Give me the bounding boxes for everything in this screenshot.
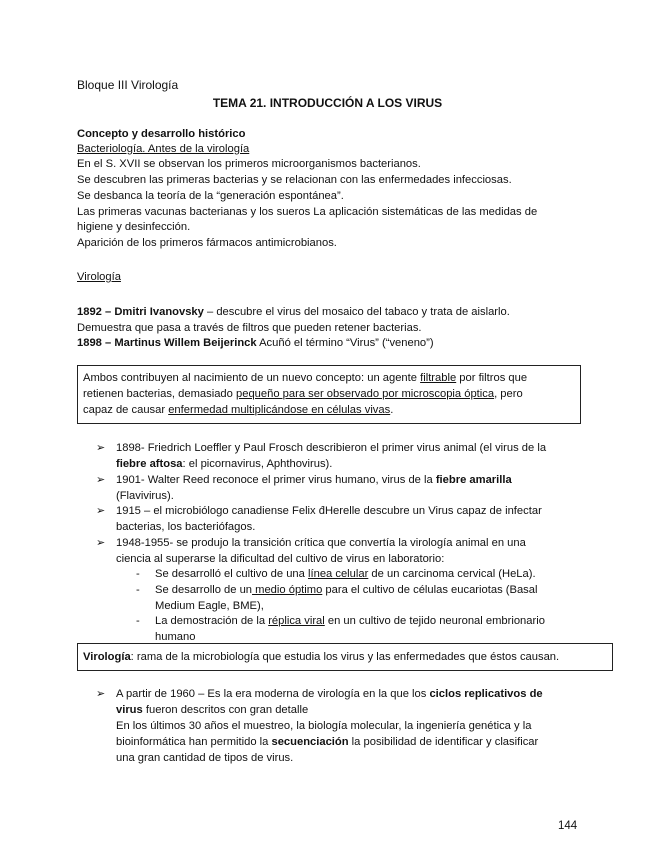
concept-line-3	[83, 402, 393, 418]
bold-term: fiebre aftosa	[116, 458, 183, 470]
bullet-text: Se desarrolló el cultivo de una	[155, 568, 308, 580]
section-subheading-bacteriologia: Bacteriología. Antes de la virología	[77, 143, 250, 155]
concept-text: Ambos contribuyen al nacimiento de un nuevo concepto: un agente	[83, 372, 421, 384]
bold-term: fiebre amarilla	[435, 474, 512, 486]
underlined-term: medio óptimo	[252, 584, 323, 596]
arrow-bullet-icon: ➢	[96, 537, 106, 549]
bullet-text: A partir de 1960 – Es la era moderna de virología en la que los	[116, 688, 430, 700]
bold-term: virus	[116, 704, 143, 716]
final-line-4	[116, 734, 538, 750]
history-text: – descubre el virus del mosaico del tabaco y trata de aislarlo.	[203, 306, 510, 318]
bold-term: ciclos replicativos de	[429, 688, 543, 700]
block-label: Bloque III Virología	[77, 78, 179, 92]
text-line: Se descubren las primeras bacterias y se relacionan con las enfermedades infecciosas.	[77, 174, 512, 186]
concept-line-1	[83, 370, 527, 386]
concept-text: .	[390, 404, 394, 416]
bullet-1915-line2: bacterias, los bacteriófagos.	[116, 521, 256, 533]
concept-text: retienen bacterias, demasiado	[83, 388, 236, 400]
underlined-term: réplica viral	[268, 615, 325, 627]
text-line: Las primeras vacunas bacterianas y los sueros La aplicación sistemáticas de las medidas de	[77, 206, 538, 218]
text-line: Aparición de los primeros fármacos antimicrobianos.	[77, 237, 337, 249]
bullet-1901-line1	[116, 472, 512, 488]
bullet-1948-line2: ciencia al superarse la dificultad del cultivo de virus en laboratorio:	[116, 553, 445, 565]
sub-bullet-replica-line2: humano	[155, 631, 196, 643]
arrow-bullet-icon: ➢	[96, 442, 106, 454]
dash-bullet-icon: -	[136, 615, 140, 627]
scientist-ivanovsky: – Dmitri Ivanovsky	[105, 306, 204, 318]
bullet-text: : el picornavirus, Aphthovirus).	[182, 458, 333, 470]
bullet-1948-line1: 1948-1955- se produjo la transición crítica que convertía la virología animal en una	[116, 537, 526, 549]
text-line: En el S. XVII se observan los primeros microorganismos bacterianos.	[77, 158, 421, 170]
bullet-text: fueron descritos con gran detalle	[142, 704, 309, 716]
arrow-bullet-icon: ➢	[96, 505, 106, 517]
dash-bullet-icon: -	[136, 568, 140, 580]
section-heading-concepto: Concepto y desarrollo histórico	[77, 128, 246, 140]
bullet-text: bioinformática han permitido la	[116, 736, 272, 748]
final-line-1	[116, 686, 543, 702]
concept-text: capaz de causar	[83, 404, 169, 416]
bold-term: secuenciación	[271, 736, 349, 748]
sub-bullet-medio-line1	[155, 582, 537, 598]
concept-box	[77, 365, 581, 424]
sub-bullet-medio-line2: Medium Eagle, BME),	[155, 600, 264, 612]
bullet-1901-line2: (Flavivirus).	[116, 490, 174, 502]
bullet-text: de un carcinoma cervical (HeLa).	[368, 568, 536, 580]
bullet-text: para el cultivo de células eucariotas (Basal	[322, 584, 538, 596]
bullet-text: en un cultivo de tejido neuronal embrionario	[324, 615, 545, 627]
concept-underlined: filtrable	[420, 372, 457, 384]
concept-line-2	[83, 386, 523, 402]
sub-bullet-replica-line1	[155, 613, 545, 629]
page-number: 144	[558, 820, 578, 832]
arrow-bullet-icon: ➢	[96, 474, 106, 486]
concept-text: , pero	[494, 388, 523, 400]
history-line-1898	[77, 335, 434, 351]
final-line-3: En los últimos 30 años el muestreo, la biología molecular, la ingeniería genética y la	[116, 720, 532, 732]
section-heading-virologia: Virología	[77, 271, 121, 283]
history-line: Demuestra que pasa a través de filtros que pueden retener bacterias.	[77, 322, 422, 334]
concept-text: por filtros que	[456, 372, 528, 384]
bullet-text: Se desarrollo de un	[155, 584, 253, 596]
concept-underlined: pequeño para ser observado por microscopia óptica	[236, 388, 495, 400]
history-text: Acuñó el término “Virus” (“veneno”)	[256, 337, 434, 349]
history-line-1892	[77, 304, 510, 320]
bullet-1898-line1: 1898- Friedrich Loeffler y Paul Frosch describieron el primer virus animal (el virus de la	[116, 442, 547, 454]
text-line: Se desbanca la teoría de la “generación espontánea”.	[77, 190, 344, 202]
bullet-text: La demostración de la	[155, 615, 269, 627]
bullet-text: la posibilidad de identificar y clasificar	[348, 736, 539, 748]
scientist-beijerinck: – Martinus Willem Beijerinck	[105, 337, 257, 349]
text-line: higiene y desinfección.	[77, 221, 191, 233]
page-title: TEMA 21. INTRODUCCIÓN A LOS VIRUS	[212, 96, 443, 110]
definition-rest: : rama de la microbiología que estudia los virus y las enfermedades que éstos causan.	[130, 651, 560, 663]
bullet-1898-line2	[116, 456, 332, 472]
dash-bullet-icon: -	[136, 584, 140, 596]
year-1898: 1898	[77, 337, 102, 349]
bullet-text: 1901- Walter Reed reconoce el primer virus humano, virus de la	[116, 474, 436, 486]
definition-text	[83, 649, 559, 665]
bold-term: Virología	[83, 651, 131, 663]
bullet-1915-line1: 1915 – el microbiólogo canadiense Felix d́Herelle descubre un Virus capaz de infectar	[116, 505, 542, 517]
final-line-2	[116, 702, 308, 718]
sub-bullet-hela	[155, 566, 536, 582]
final-line-5: una gran cantidad de tipos de virus.	[116, 752, 294, 764]
definition-box	[77, 643, 613, 671]
underlined-term: línea celular	[308, 568, 369, 580]
concept-underlined: enfermedad multiplicándose en células vivas	[168, 404, 391, 416]
arrow-bullet-icon: ➢	[96, 688, 106, 700]
year-1892: 1892	[77, 306, 102, 318]
